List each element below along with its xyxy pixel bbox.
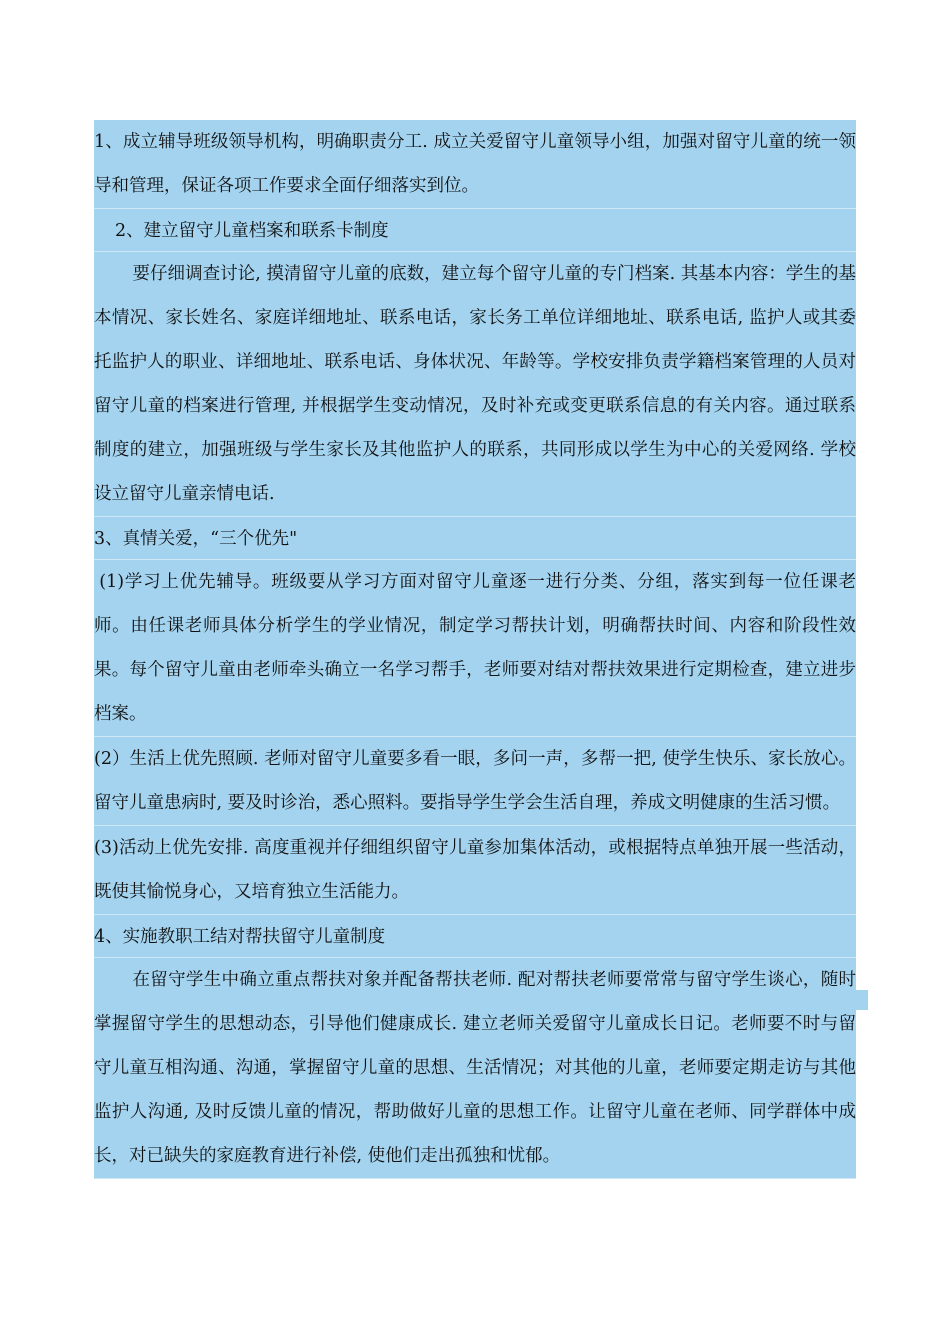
highlight-overflow-mark bbox=[856, 990, 868, 1010]
paragraph-1: 1、成立辅导班级领导机构，明确职责分工. 成立关爱留守儿童领导小组，加强对留守儿童的统一领导和管理，保证各项工作要求全面仔细落实到位。 bbox=[94, 120, 856, 209]
heading-2-archive-system: 2、建立留守儿童档案和联系卡制度 bbox=[94, 209, 856, 252]
heading-3-three-priorities: 3、真情关爱，“三个优先" bbox=[94, 517, 856, 560]
document-body bbox=[94, 120, 856, 1179]
heading-4-pairing-system: 4、实施教职工结对帮扶留守儿童制度 bbox=[94, 915, 856, 958]
paragraph-activity-priority: (3)活动上优先安排. 高度重视并仔细组织留守儿童参加集体活动，或根据特点单独开展一些活动，既使其愉悦身心，又培育独立生活能力。 bbox=[94, 826, 856, 915]
paragraph-life-priority: (2）生活上优先照顾. 老师对留守儿童要多看一眼，多问一声，多帮一把, 使学生快乐、家长放心。留守儿童患病时, 要及时诊治，悉心照料。要指导学生学会生活自理，养成文明健康的生活习惯。 bbox=[94, 737, 856, 826]
paragraph-pairing-content: 在留守学生中确立重点帮扶对象并配备帮扶老师. 配对帮扶老师要常常与留守学生谈心，随时掌握留守学生的思想动态，引导他们健康成长. 建立老师关爱留守儿童成长日记。老师要不时与留守儿童互相沟通、沟通，掌握留守儿童的思想、生活情况；对其他的儿童，老师要定期走访与其他监护人沟通, 及时反馈儿童的情况，帮助做好儿童的思想工作。让留守儿童在老师、同学群体中成长，对已缺失的家庭教育进行补偿, 使他们走出孤独和忧郁。 bbox=[94, 958, 856, 1179]
paragraph-archive-content: 要仔细调查讨论, 摸清留守儿童的底数，建立每个留守儿童的专门档案. 其基本内容：学生的基本情况、家长姓名、家庭详细地址、联系电话，家长务工单位详细地址、联系电话, 监护人或其委托监护人的职业、详细地址、联系电话、身体状况、年龄等。学校安排负责学籍档案管理的人员对留守儿童的档案进行管理, 并根据学生变动情况，及时补充或变更联系信息的有关内容。通过联系制度的建立，加强班级与学生家长及其他监护人的联系，共同形成以学生为中心的关爱网络. 学校设立留守儿童亲情电话. bbox=[94, 252, 856, 517]
paragraph-study-priority: (1)学习上优先辅导。班级要从学习方面对留守儿童逐一进行分类、分组，落实到每一位任课老师。由任课老师具体分析学生的学业情况，制定学习帮扶计划，明确帮扶时间、内容和阶段性效果。每个留守儿童由老师牵头确立一名学习帮手，老师要对结对帮扶效果进行定期检查，建立进步档案。 bbox=[94, 560, 856, 737]
